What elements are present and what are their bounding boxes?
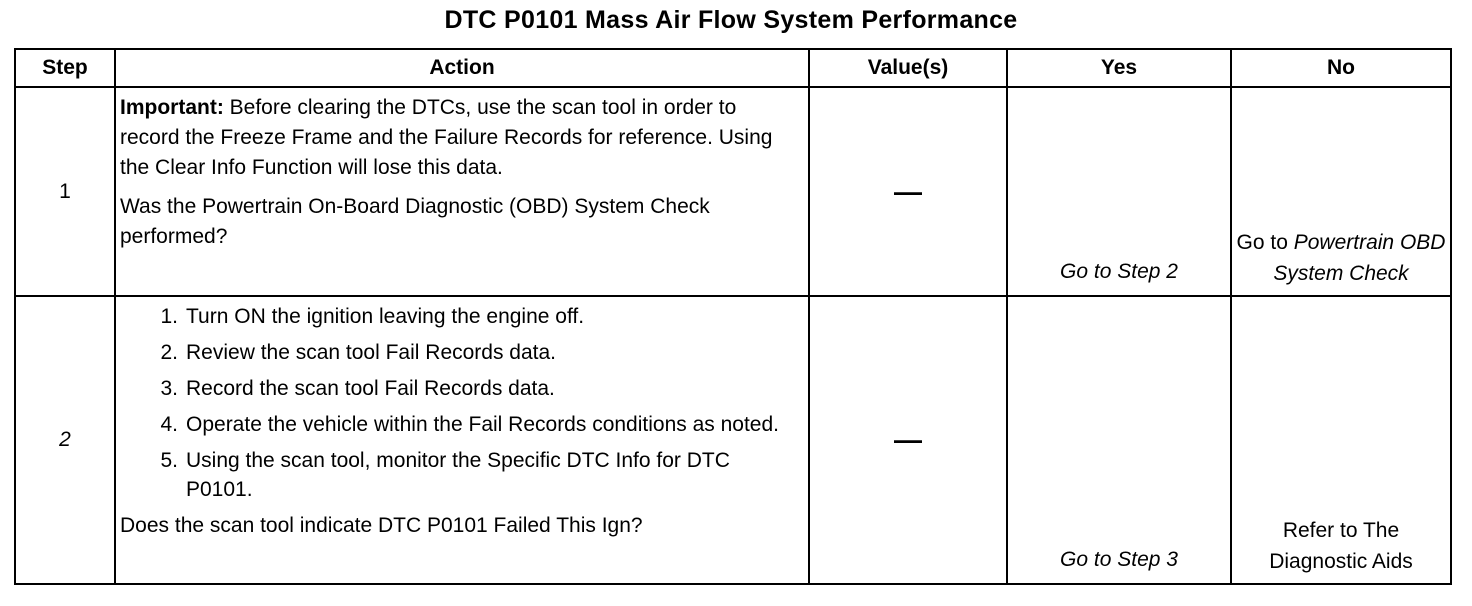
action-cell: [115, 87, 809, 296]
value-cell: [809, 87, 1007, 296]
yes-link[interactable]: Go to Step 3: [1060, 548, 1178, 571]
no-link[interactable]: [1232, 227, 1450, 295]
table-row: [15, 87, 1451, 296]
no-link-text[interactable]: Powertrain OBD System Check: [1273, 231, 1446, 285]
list-item: [160, 374, 800, 403]
header-yes: Yes: [1007, 49, 1231, 87]
header-no: No: [1231, 49, 1451, 87]
no-link[interactable]: Refer to The Diagnostic Aids: [1269, 519, 1413, 573]
step-question: Was the Powertrain On-Board Diagnostic (OBD) System Check performed?: [120, 195, 710, 248]
list-item: [160, 338, 800, 367]
important-label: Important:: [120, 96, 224, 119]
substep-text: Using the scan tool, monitor the Specific DTC Info for DTC P0101.: [186, 449, 730, 501]
value-dash: —: [894, 175, 922, 207]
value-cell: [809, 296, 1007, 584]
step-cell: [15, 296, 115, 584]
substep-number: 4.: [160, 413, 178, 436]
list-item: [160, 446, 800, 504]
value-dash: —: [894, 424, 922, 455]
step-question: Does the scan tool indicate DTC P0101 Failed This Ign?: [120, 514, 643, 537]
list-item: [160, 302, 800, 331]
substep-number: 5.: [160, 449, 178, 472]
document-title: DTC P0101 Mass Air Flow System Performance: [444, 6, 1018, 34]
step-cell: [15, 87, 115, 296]
substep-text: Review the scan tool Fail Records data.: [186, 341, 557, 364]
yes-link[interactable]: Go to Step 2: [1060, 260, 1178, 283]
step-number: 1: [59, 179, 71, 203]
action-cell: [115, 296, 809, 584]
substep-text: Turn ON the ignition leaving the engine off.: [186, 305, 585, 328]
substep-number: 3.: [160, 377, 178, 400]
no-prefix: Go to: [1236, 231, 1294, 254]
no-cell: [1231, 296, 1451, 584]
list-item: [160, 410, 800, 439]
header-step: Step: [15, 49, 115, 87]
important-text: Before clearing the DTCs, use the scan tool in order to record the Freeze Frame and the Failure Records for reference. Using the Clear Info Function will lose this data.: [120, 96, 773, 179]
table-row: [15, 296, 1451, 584]
table-header-row: [15, 49, 1451, 87]
yes-cell: [1007, 296, 1231, 584]
substep-text: Operate the vehicle within the Fail Records conditions as noted.: [186, 413, 779, 436]
step-number: 2: [59, 428, 71, 451]
substep-number: 1.: [160, 305, 178, 328]
yes-cell: [1007, 87, 1231, 296]
no-cell: [1231, 87, 1451, 296]
diagnostic-table: [14, 48, 1452, 585]
substep-number: 2.: [160, 341, 178, 364]
header-values: Value(s): [809, 49, 1007, 87]
header-action: Action: [115, 49, 809, 87]
important-note: [120, 93, 800, 183]
substep-list: [120, 302, 800, 504]
substep-text: Record the scan tool Fail Records data.: [186, 377, 555, 400]
